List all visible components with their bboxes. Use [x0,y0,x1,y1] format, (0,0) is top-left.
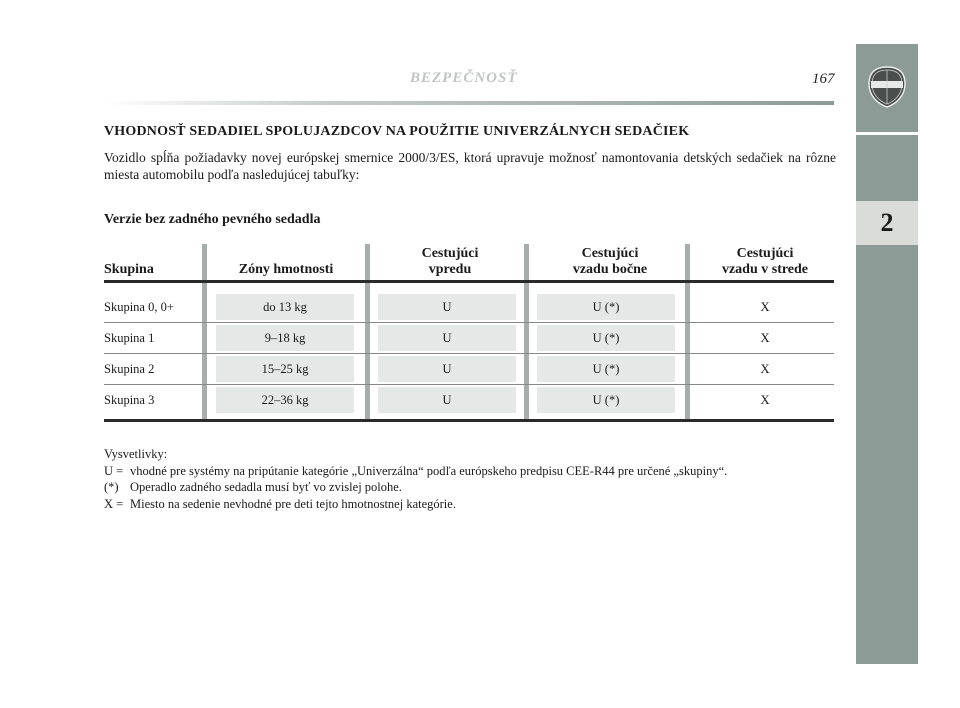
column-separator [202,244,207,422]
section-title: VHODNOSŤ SEDADIEL SPOLUJAZDCOV NA POUŽITIE UNIVERZÁLNYCH SEDAČIEK [104,124,690,139]
legend-title: Vysvetlivky: [104,447,168,461]
logo-box [856,44,918,135]
seat-suitability-table: Skupina Zóny hmotnosti Cestujúci vpredu Cestujúci vzadu bočne Cestujúci vzadu v strede Skupina 0, 0+ do 13 kg U U (*) X Skupina 1 9–18 kg U U (*) X Skupina 2 15–25 kg U U (*) X Skupina 3 22–36 kg U U (*) X [104,244,834,422]
legend-item: U = vhodné pre systémy na pripútanie kategórie „Univerzálna“ podľa európskeho predpisu CEE-R44 pre určené „skupiny“. [104,463,728,478]
header-title: BEZPEČNOSŤ [410,70,518,86]
header-rule [104,101,834,105]
chapter-sidebar [856,44,918,664]
table-bottom-rule [104,419,834,422]
header-cestujuci-vzadu-v-strede: Cestujúci vzadu v strede [721,246,809,277]
header-cestujuci-vpredu: Cestujúci vpredu [421,246,479,277]
table-subtitle: Verzie bez zadného pevného sedadla [104,212,321,227]
intro-paragraph: Vozidlo spĺňa požiadavky novej európskej smernice 2000/3/ES, ktorá upravuje možnosť namontovania detských sedačiek na rôzne miesta automobilu podľa nasledujúcej tabuľky: [104,150,836,182]
header-cestujuci-vzadu-bocne: Cestujúci vzadu bočne [572,246,648,277]
page-number: 167 [812,71,835,87]
lancia-shield-icon [868,66,906,108]
row-divider [104,384,834,385]
legend [104,446,727,512]
column-separator [685,244,690,422]
legend-item: (*) Operadlo zadného sedadla musí byť vo zvislej polohe. [104,480,402,494]
header-zony-hmotnosti: Zóny hmotnosti [238,262,334,277]
row-divider [104,322,834,323]
header-skupina: Skupina [104,262,154,277]
legend-item: X = Miesto na sedenie nevhodné pre deti tejto hmotnostnej kategórie. [104,496,456,511]
table-top-rule [104,280,834,283]
row-divider [104,353,834,354]
column-separator [524,244,529,422]
chapter-number: 2 [856,201,918,245]
column-separator [365,244,370,422]
